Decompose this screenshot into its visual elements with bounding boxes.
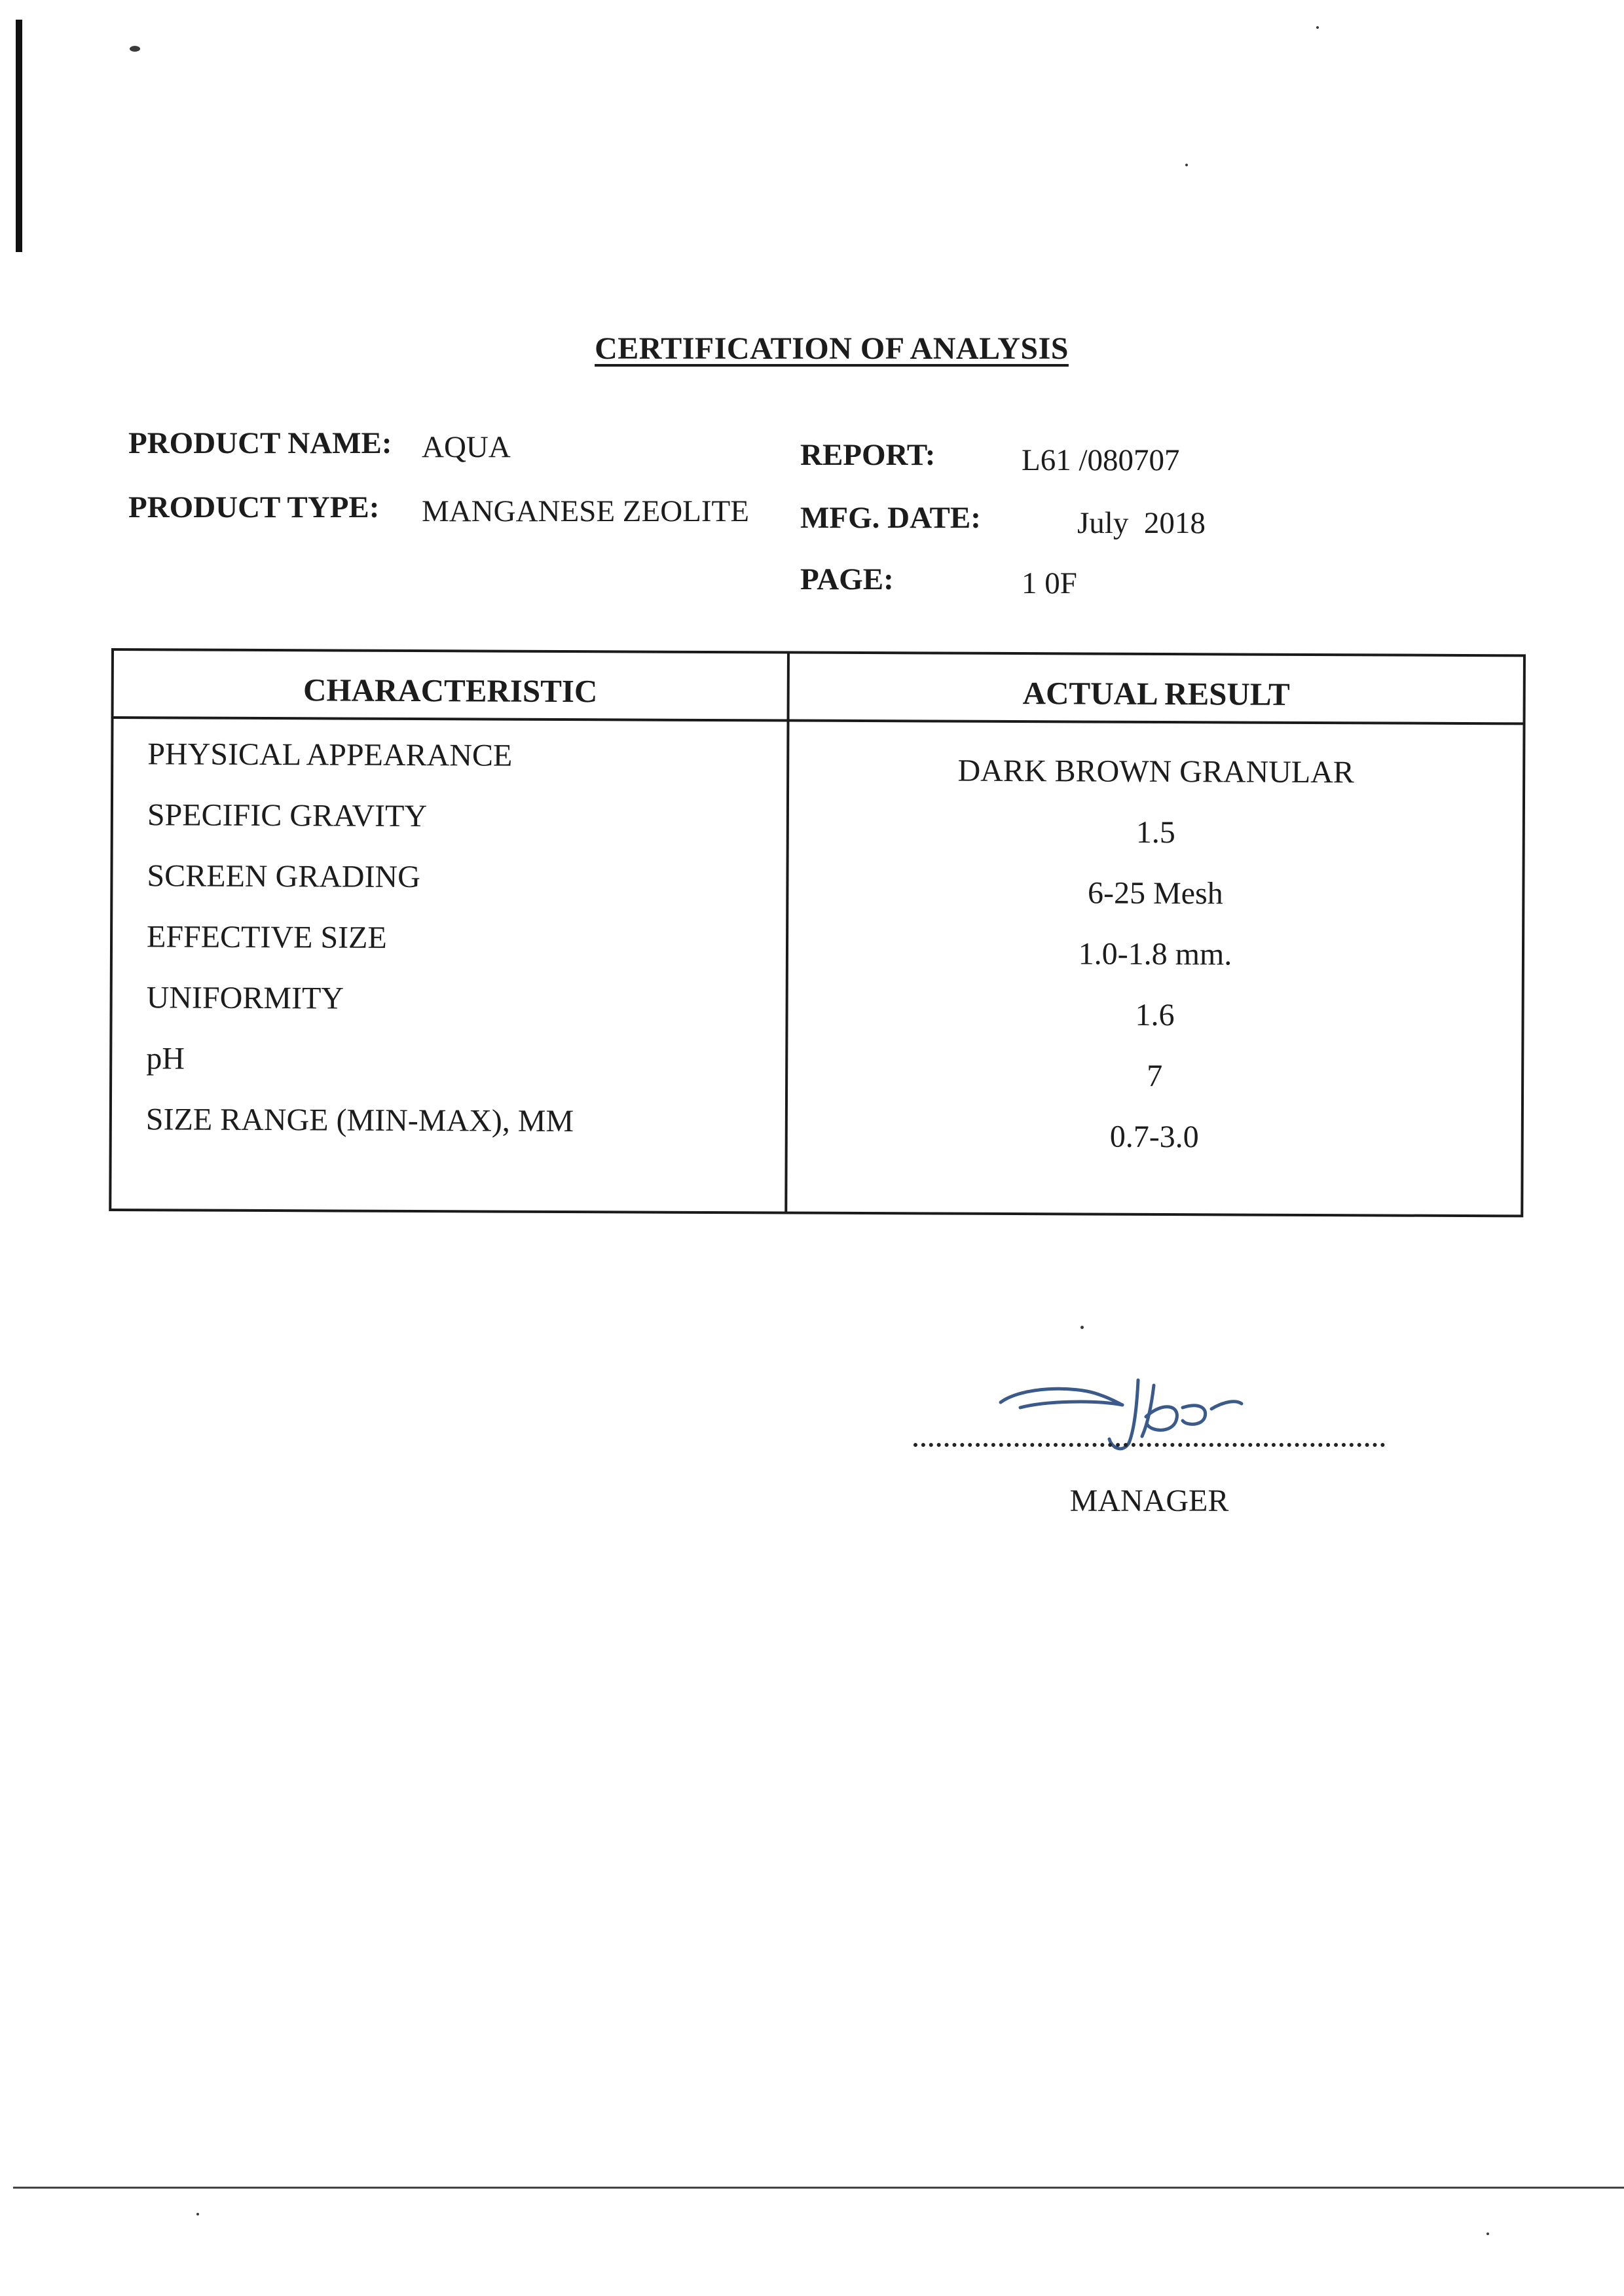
characteristic-cell: EFFECTIVE SIZE (146, 919, 387, 955)
header-actual-result: ACTUAL RESULT (1022, 675, 1290, 712)
scan-speck (130, 46, 140, 52)
table-row (112, 979, 1521, 1046)
result-cell: 6-25 Mesh (1087, 875, 1223, 911)
characteristic-cell: pH (146, 1041, 185, 1076)
product-type-value: MANGANESE ZEOLITE (422, 494, 749, 528)
table-row (112, 1101, 1521, 1168)
result-cell: 7 (1147, 1058, 1163, 1094)
characteristic-cell: UNIFORMITY (146, 980, 344, 1016)
characteristic-cell: SCREEN GRADING (147, 858, 420, 895)
table-row (113, 797, 1522, 864)
scan-speck (1316, 26, 1319, 29)
signatory-role: MANAGER (1069, 1484, 1229, 1518)
report-value: L61 /080707 (1022, 443, 1180, 477)
table-row (113, 858, 1522, 924)
header-divider (114, 716, 1523, 725)
scan-speck (1486, 2232, 1489, 2235)
results-table (109, 648, 1526, 1217)
scan-speck (1080, 1326, 1084, 1329)
page-label: PAGE: (800, 562, 894, 596)
table-row (113, 919, 1522, 985)
footer-rule (13, 2187, 1624, 2189)
page-value: 1 0F (1022, 566, 1077, 600)
signature-line (913, 1443, 1385, 1447)
mfg-date-label: MFG. DATE: (800, 501, 981, 535)
product-name-value: AQUA (422, 430, 511, 464)
result-cell: 1.5 (1135, 814, 1175, 850)
report-label: REPORT: (800, 438, 936, 472)
header-characteristic: CHARACTERISTIC (303, 672, 598, 710)
product-type-label: PRODUCT TYPE: (128, 490, 380, 524)
result-cell: 1.0-1.8 mm. (1078, 936, 1232, 972)
document-title: CERTIFICATION OF ANALYSIS (595, 331, 1069, 366)
result-cell: 0.7-3.0 (1109, 1119, 1199, 1155)
product-name-label: PRODUCT NAME: (128, 426, 392, 460)
result-cell: DARK BROWN GRANULAR (957, 753, 1354, 790)
result-cell: 1.6 (1135, 997, 1175, 1033)
table-row (112, 1040, 1521, 1107)
table-row (113, 736, 1522, 803)
scan-speck (1185, 164, 1188, 166)
characteristic-cell: PHYSICAL APPEARANCE (147, 737, 513, 773)
scan-edge-mark (16, 20, 22, 252)
characteristic-cell: SPECIFIC GRAVITY (147, 797, 428, 834)
characteristic-cell: SIZE RANGE (MIN-MAX), MM (145, 1102, 574, 1139)
scan-speck (196, 2213, 199, 2215)
mfg-date-value: July 2018 (1077, 506, 1206, 540)
